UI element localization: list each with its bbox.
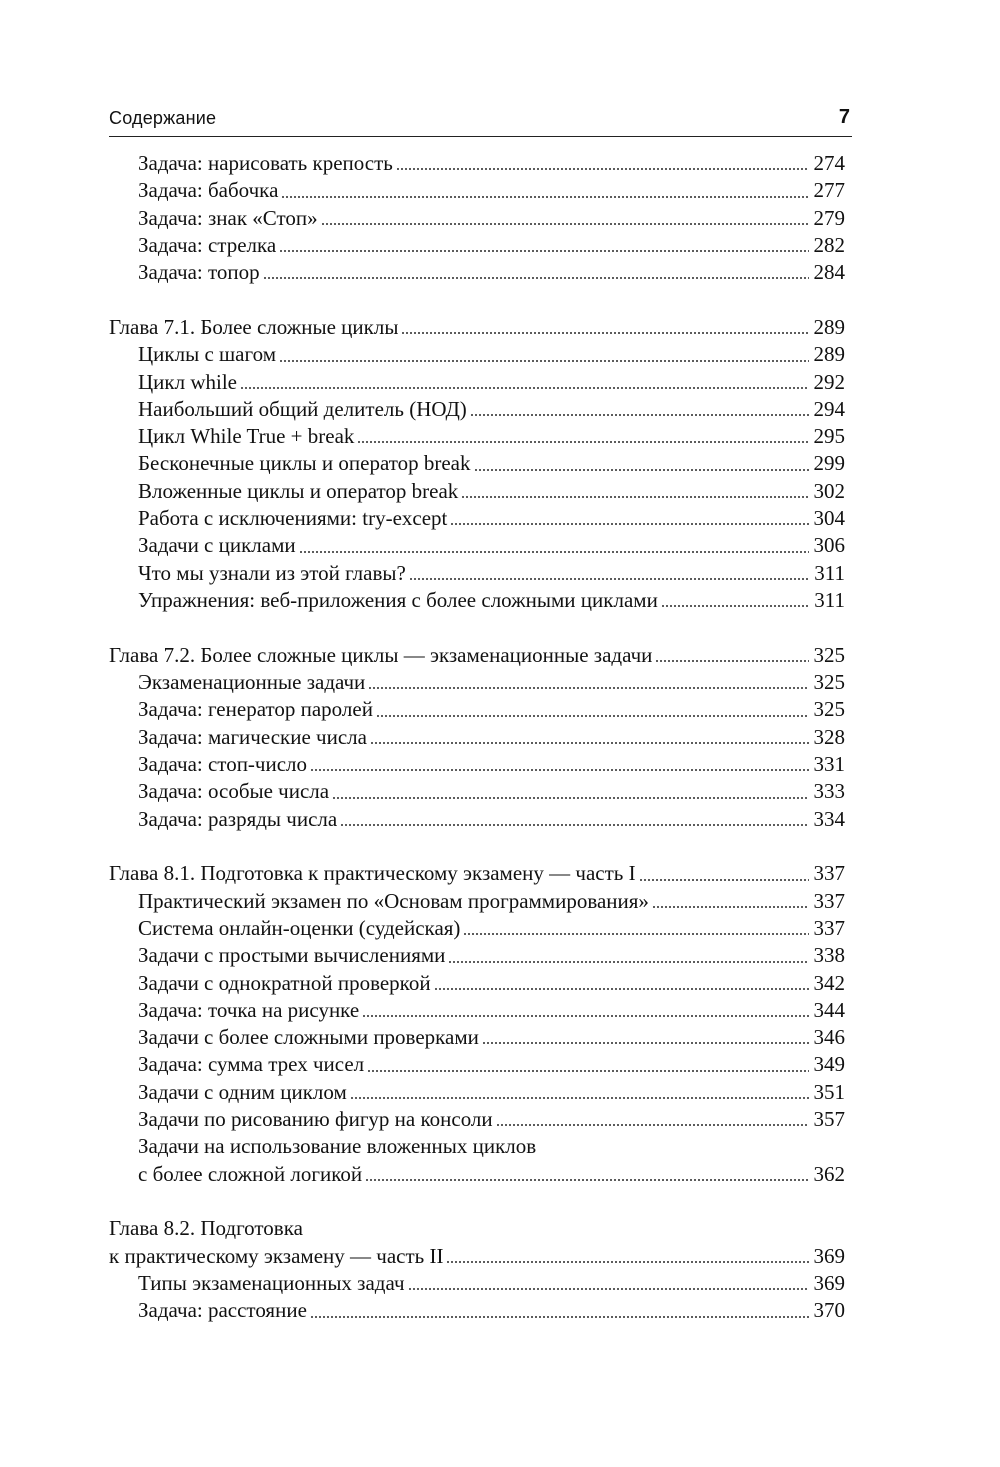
dot-leader <box>263 274 809 280</box>
toc-entry-page: 277 <box>813 178 845 203</box>
toc-entry-title: Цикл While True + break <box>138 424 355 449</box>
toc-entry-title: Задача: разряды числа <box>138 806 338 831</box>
toc-entry-page: 362 <box>813 1161 845 1186</box>
toc-entry-page: 333 <box>813 779 845 804</box>
toc-entry-title: Задача: особые числа <box>138 779 330 804</box>
dot-leader <box>299 548 809 554</box>
toc-entry <box>109 1270 845 1297</box>
running-header <box>109 104 852 137</box>
toc-entry <box>109 232 845 259</box>
toc-entry-page: 369 <box>813 1243 845 1268</box>
toc-entry-page: 311 <box>814 560 845 585</box>
toc-entry <box>109 369 845 396</box>
toc-entry <box>109 423 845 450</box>
toc-entry <box>109 806 845 833</box>
toc-entry-title: Экзаменационные задачи <box>138 670 366 695</box>
toc-entry-title: Задача: стрелка <box>138 232 277 257</box>
toc-entry-title: Типы экзаменационных задач <box>138 1270 405 1295</box>
toc-entry-title: Задача: нарисовать крепость <box>138 151 393 175</box>
toc-chapter <box>109 642 845 669</box>
toc-entry-page: 289 <box>813 314 845 339</box>
toc-entry <box>109 751 845 778</box>
toc-entry-page: 337 <box>813 888 845 913</box>
toc-chapter <box>109 1243 845 1270</box>
toc-entry-page: 351 <box>813 1079 845 1104</box>
dot-leader <box>496 1121 809 1127</box>
toc-entry-page: 357 <box>813 1107 845 1131</box>
toc-entry <box>109 1024 845 1051</box>
toc-entry-page: 325 <box>813 642 845 667</box>
toc-entry-title: Вложенные циклы и оператор break <box>138 478 459 503</box>
toc-entry <box>109 1297 845 1324</box>
toc-entry-title: Задачи с одним циклом <box>138 1079 347 1104</box>
toc-entry-page: 284 <box>813 260 845 285</box>
toc-entry-page: 295 <box>813 424 845 449</box>
dot-leader <box>450 520 809 526</box>
dot-leader <box>240 384 809 390</box>
toc-entry <box>109 532 845 559</box>
dot-leader <box>321 220 809 226</box>
toc-entry-title: Задача: точка на рисунке <box>138 997 360 1022</box>
toc-entry-page: 369 <box>813 1270 845 1295</box>
toc-entry-title: Система онлайн-оценки (судейская) <box>138 915 461 940</box>
toc-entry-title: Задачи с простыми вычислениями <box>138 943 446 968</box>
toc-entry-title: Цикл while <box>138 369 237 394</box>
toc-entry <box>109 478 845 505</box>
toc-entry <box>109 724 845 751</box>
toc-entry-page: 299 <box>813 451 845 476</box>
toc-entry-page: 328 <box>813 724 845 749</box>
dot-leader <box>409 575 809 581</box>
toc-entry-page: 282 <box>813 232 845 257</box>
toc-entry-page: 344 <box>813 997 845 1022</box>
toc-entry-page: 334 <box>813 806 845 831</box>
dot-leader <box>474 466 809 472</box>
dot-leader <box>401 329 809 335</box>
dot-leader <box>310 766 809 772</box>
toc-chapter-title: Глава 8.1. Подготовка к практическому экзамену — часть I <box>109 861 636 886</box>
toc-entry <box>109 915 845 942</box>
dot-leader <box>332 794 809 800</box>
toc-entry <box>109 177 845 204</box>
toc-entry-title: Задачи по рисованию фигур на консоли <box>138 1107 493 1131</box>
dot-leader <box>652 903 809 909</box>
toc-entry-page: 279 <box>813 205 845 230</box>
toc-entry <box>109 587 845 614</box>
dot-leader <box>408 1285 809 1291</box>
dot-leader <box>367 1067 809 1073</box>
dot-leader <box>310 1313 809 1319</box>
toc-entry <box>109 696 845 723</box>
toc-entry-title: Задача: сумма трех чисел <box>138 1052 365 1077</box>
toc-entry-title: Задача: магические числа <box>138 724 367 749</box>
dot-leader <box>279 247 809 253</box>
toc-entry-title: Задача: расстояние <box>138 1298 307 1323</box>
toc-entry-page: 370 <box>813 1298 845 1323</box>
toc-entry-title: с более сложной логикой <box>138 1161 363 1186</box>
toc-entry-title: Задача: знак «Стоп» <box>138 205 318 230</box>
dot-leader <box>661 602 809 608</box>
dot-leader <box>365 1176 809 1182</box>
toc-entry-page: 294 <box>813 396 845 421</box>
toc-entry <box>109 888 845 915</box>
dot-leader <box>639 876 809 882</box>
toc-entry-page: 346 <box>813 1025 845 1050</box>
toc-entry <box>109 450 845 477</box>
toc-entry-page: 311 <box>814 587 845 612</box>
toc-entry-title: Задачи с более сложными проверками <box>138 1025 479 1050</box>
toc-chapter-title: Глава 7.1. Более сложные циклы <box>109 314 399 339</box>
header-page-number: 7 <box>838 106 850 128</box>
toc-entry-page: 304 <box>813 506 845 531</box>
toc-entry <box>109 1051 845 1078</box>
toc-entry <box>109 1161 845 1188</box>
toc-entry-title: Что мы узнали из этой главы? <box>138 560 406 585</box>
toc-entry <box>109 669 845 696</box>
toc-entry-title: Задачи с циклами <box>138 533 296 558</box>
toc-entry <box>109 150 845 177</box>
toc-entry <box>109 205 845 232</box>
dot-leader <box>448 958 809 964</box>
toc-entry-title: Задача: стоп-число <box>138 751 308 776</box>
toc-entry-page: 274 <box>813 151 845 175</box>
dot-leader <box>350 1094 809 1100</box>
table-of-contents <box>109 150 845 1325</box>
toc-entry <box>109 942 845 969</box>
toc-entry-title: Упражнения: веб-приложения с более сложными циклами <box>138 587 658 612</box>
toc-entry-page: 325 <box>813 697 845 722</box>
dot-leader <box>370 739 809 745</box>
dot-leader <box>368 684 809 690</box>
toc-entry <box>109 341 845 368</box>
toc-entry-first-line: Задачи на использование вложенных циклов <box>138 1134 537 1159</box>
dot-leader <box>655 657 809 663</box>
dot-leader <box>340 821 809 827</box>
toc-chapter-title: Глава 7.2. Более сложные циклы — экзаменационные задачи <box>109 642 653 667</box>
toc-chapter <box>109 314 845 341</box>
toc-entry <box>109 778 845 805</box>
dot-leader <box>396 165 809 171</box>
toc-entry-title: Наибольший общий делитель (НОД) <box>138 396 467 421</box>
dot-leader <box>446 1258 809 1264</box>
toc-entry-title: Бесконечные циклы и оператор break <box>138 451 471 476</box>
toc-chapter-first-line: Глава 8.2. Подготовка <box>109 1216 303 1241</box>
toc-entry-title: Задача: топор <box>138 260 260 285</box>
toc-entry-title: Циклы с шагом <box>138 342 276 367</box>
toc-entry-title: Задачи с однократной проверкой <box>138 970 431 995</box>
toc-entry-title: Задача: бабочка <box>138 178 279 203</box>
toc-entry-page: 337 <box>813 915 845 940</box>
toc-entry-page: 302 <box>813 478 845 503</box>
dot-leader <box>376 712 809 718</box>
toc-entry <box>109 560 845 587</box>
toc-entry-page: 342 <box>813 970 845 995</box>
toc-entry-title: Работа с исключениями: try-except <box>138 506 448 531</box>
dot-leader <box>279 357 809 363</box>
toc-entry-page: 349 <box>813 1052 845 1077</box>
dot-leader <box>463 930 809 936</box>
toc-entry-title: Практический экзамен по «Основам программирования» <box>138 888 649 913</box>
toc-entry <box>109 997 845 1024</box>
toc-entry-title: Задача: генератор паролей <box>138 697 373 722</box>
toc-chapter <box>109 860 845 887</box>
toc-entry-page: 289 <box>813 342 845 367</box>
dot-leader <box>362 1012 809 1018</box>
toc-entry <box>109 505 845 532</box>
toc-entry-page: 306 <box>813 533 845 558</box>
toc-entry <box>109 1079 845 1106</box>
toc-entry <box>109 970 845 997</box>
toc-entry-page: 292 <box>813 369 845 394</box>
dot-leader <box>461 493 809 499</box>
dot-leader <box>434 985 809 991</box>
dot-leader <box>482 1039 809 1045</box>
toc-entry-page: 337 <box>813 861 845 886</box>
toc-entry <box>109 259 845 286</box>
dot-leader <box>470 411 809 417</box>
dot-leader <box>281 193 809 199</box>
toc-chapter-title: к практическому экзамену — часть II <box>109 1243 444 1268</box>
toc-entry-page: 331 <box>813 751 845 776</box>
toc-entry-page: 338 <box>813 943 845 968</box>
toc-entry <box>109 396 845 423</box>
header-title: Содержание <box>109 108 217 128</box>
toc-entry <box>109 1106 845 1133</box>
dot-leader <box>357 438 809 444</box>
toc-entry-page: 325 <box>813 670 845 695</box>
